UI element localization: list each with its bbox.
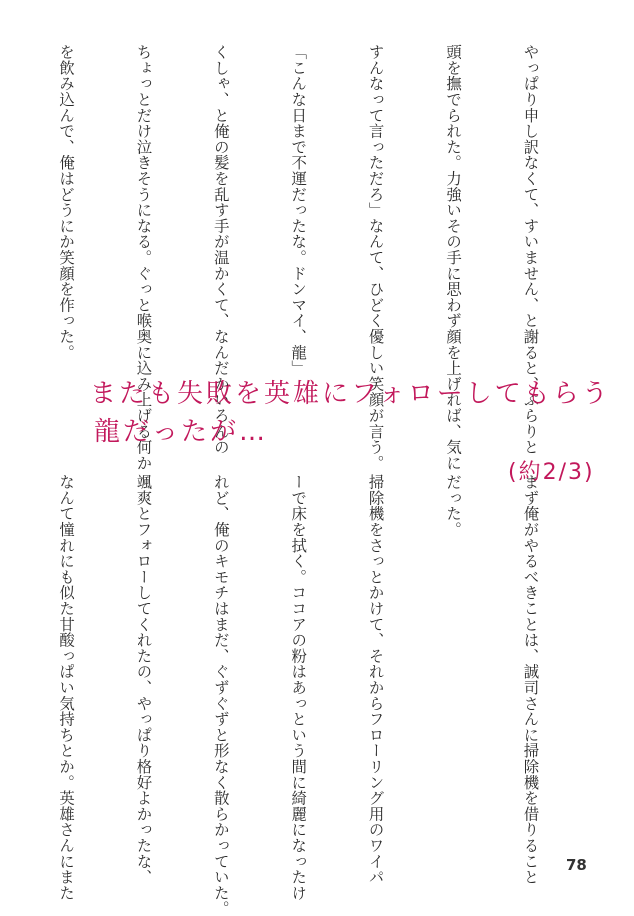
text-line: 「こんな日まで不運だったな。ドンマイ、龍」	[289, 44, 308, 376]
text-line: なんて憧れにも似た甘酸っぱい気持ちとか。英雄さんにまた	[57, 474, 76, 901]
text-line: やっぱり申し訳なくて、すいません、と謝ると、ぷらりと	[521, 44, 540, 455]
annotation-line-1: またも失敗を英雄にフォローしてもらう	[90, 379, 611, 409]
text-line	[0, 474, 1, 836]
text-line: 頭を撫でられた。力強いその手に思わず顔を上げれば、気に	[444, 44, 463, 471]
text-line: すんなって言っただろ」なんて、ひどく優しい笑顔が言う。	[366, 44, 385, 471]
page-number: 78	[566, 856, 587, 874]
text-line: ーで床を拭く。ココアの粉はあっという間に綺麗になったけ	[289, 474, 308, 901]
text-line: だった。	[444, 474, 463, 538]
handwritten-annotation	[90, 375, 616, 455]
text-line: を飲み込んで、俺はどうにか笑顔を作った。	[57, 44, 76, 360]
text-line	[0, 44, 1, 332]
text-line: まず俺がやるべきことは、誠司さんに掃除機を借りること	[521, 474, 540, 885]
text-line: 颯爽とフォローしてくれたの、やっぱり格好よかったな、	[134, 474, 153, 885]
text-line: れど、俺のキモチはまだ、ぐずぐずと形なく散らかっていた。	[211, 474, 230, 916]
text-line: ちょっとだけ泣きそうになる。ぐっと喉奥に込み上げる何か	[134, 44, 153, 471]
text-line: くしゃ、と俺の髪を乱す手が温かくて、なんだかいろんの	[211, 44, 230, 455]
annotation-line-2: 龍だったが…	[94, 417, 269, 447]
handwritten-fraction-note: (約2/3)	[508, 460, 595, 485]
text-line: 掃除機をさっとかけて、それからフローリング用のワイパ	[366, 474, 385, 885]
